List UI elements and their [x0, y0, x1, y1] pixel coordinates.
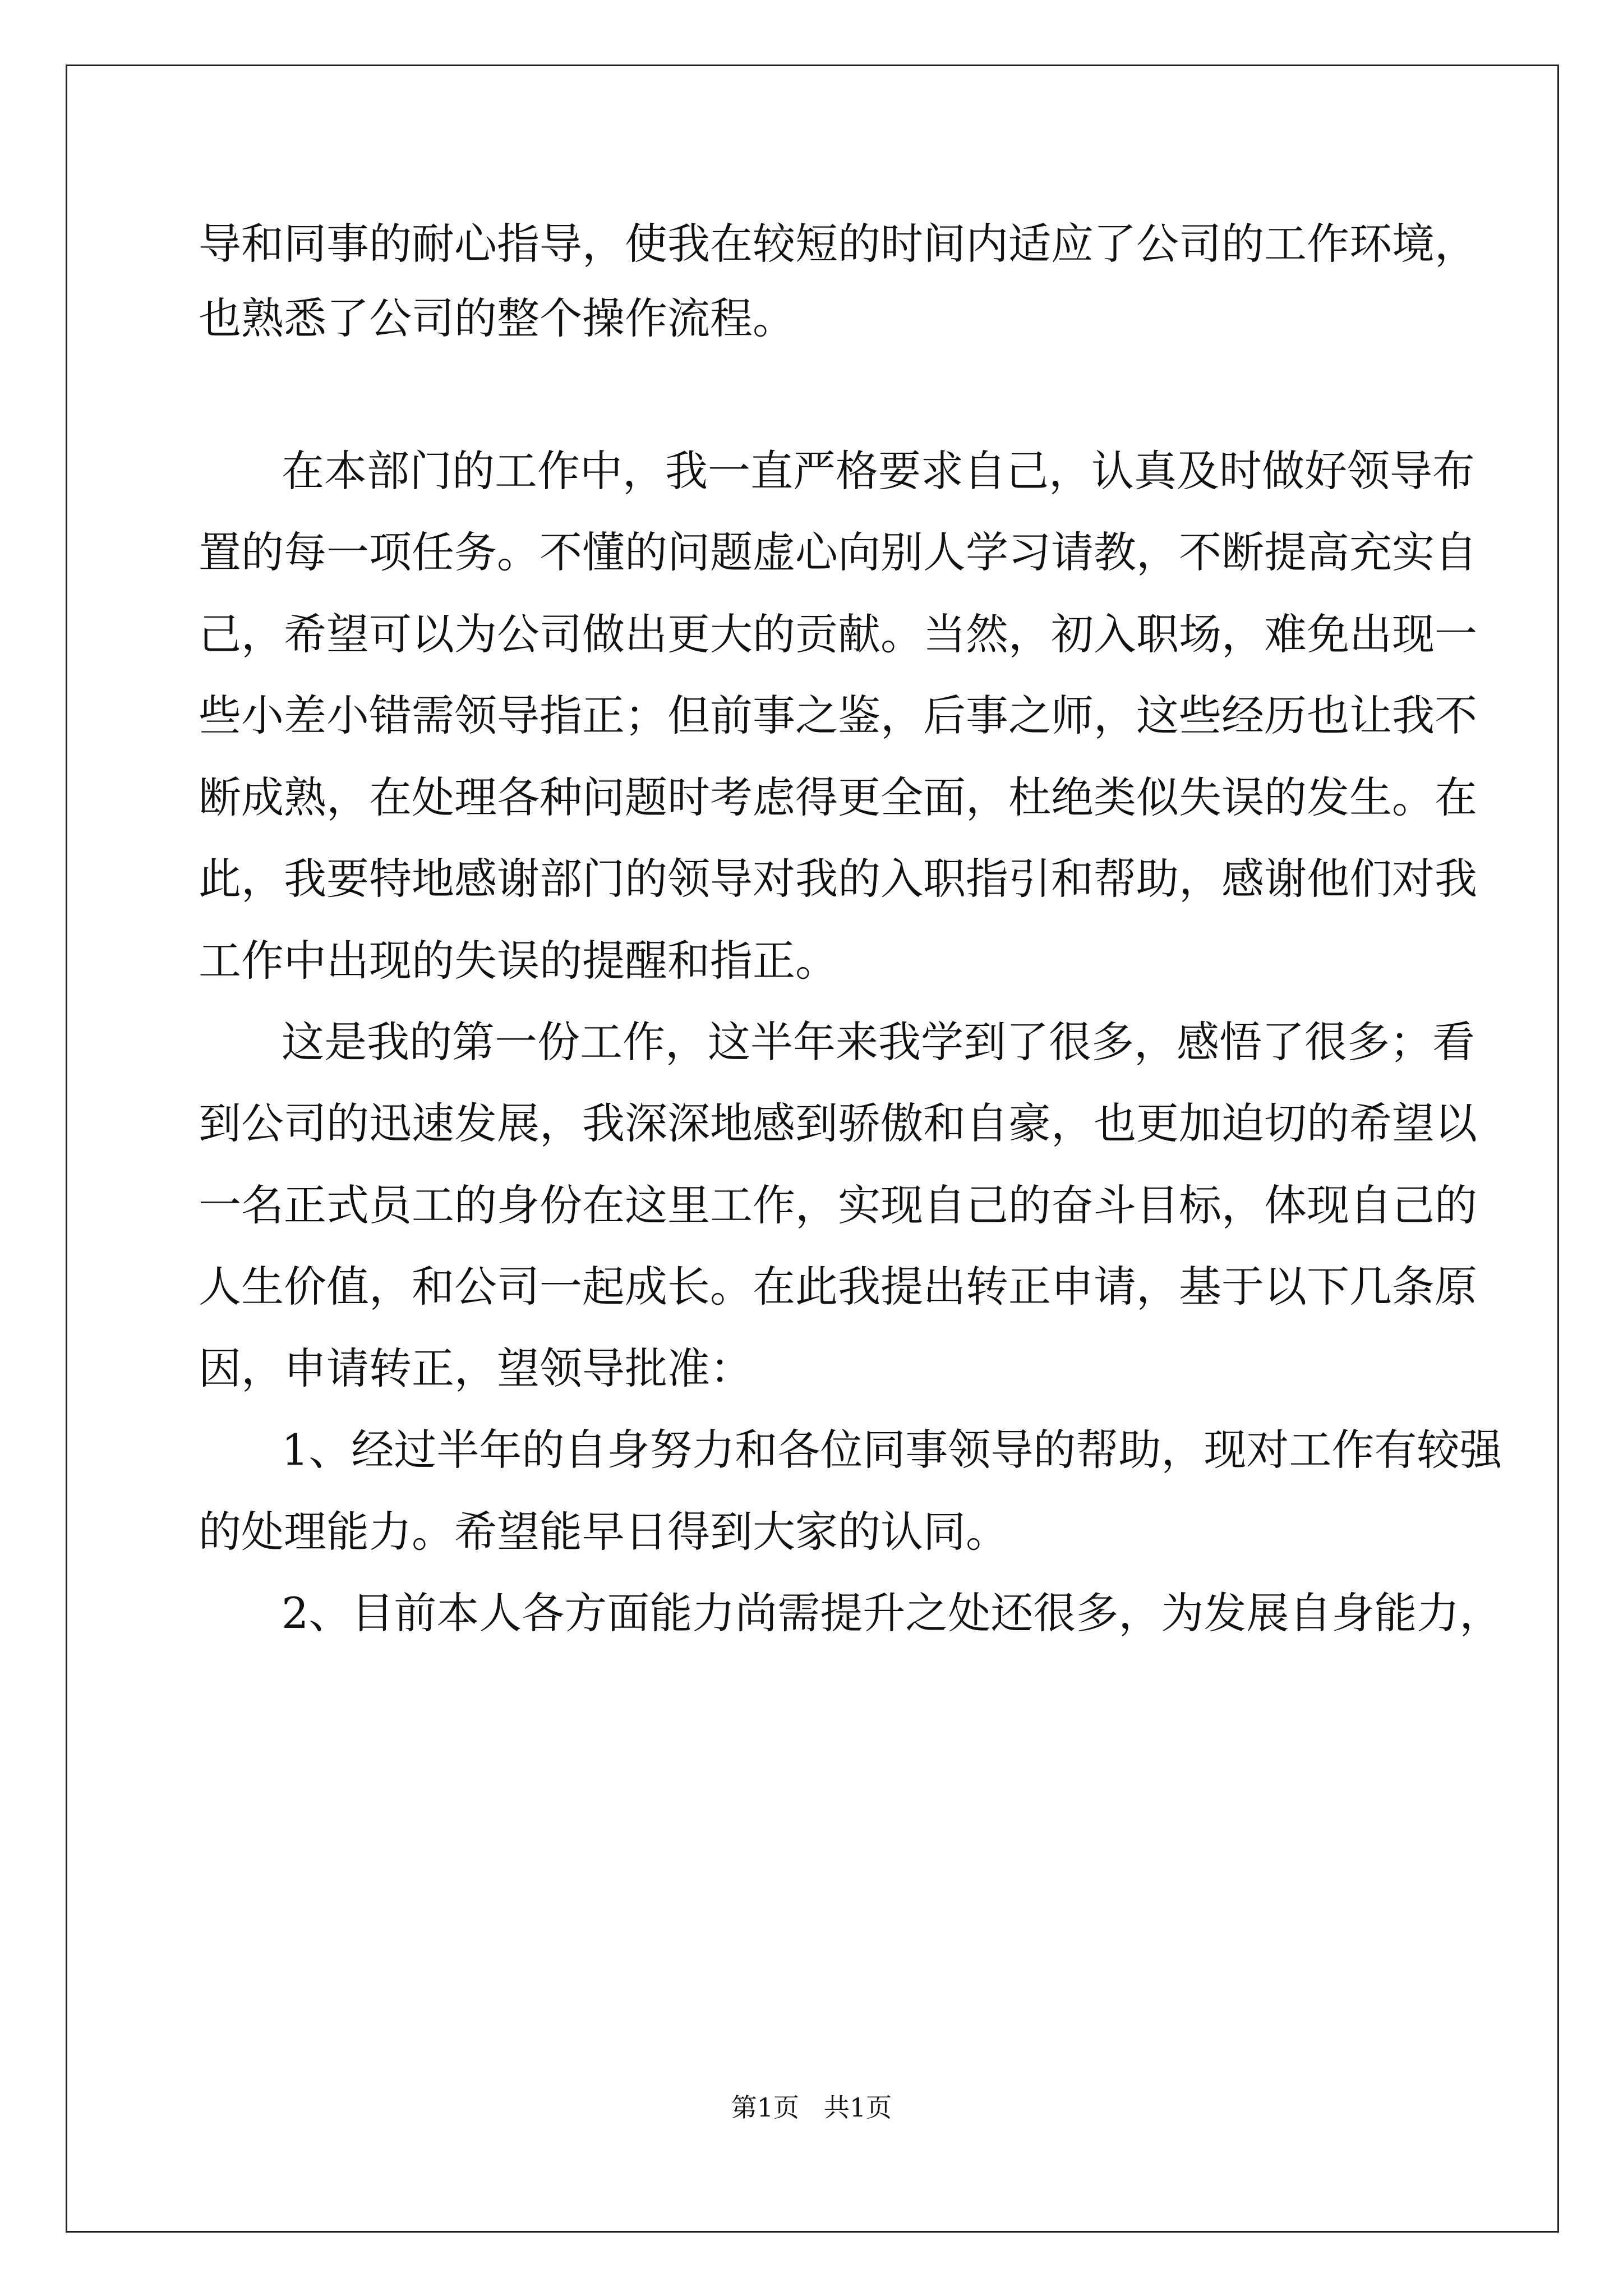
text-line: 断成熟，在处理各种问题时考虑得更全面，杜绝类似失误的发生。在	[199, 772, 1477, 822]
text-line: 置的每一项任务。不懂的问题虚心向别人学习请教，不断提高充实自	[199, 527, 1477, 577]
text-line: 导和同事的耐心指导，使我在较短的时间内适应了公司的工作环境，	[199, 219, 1477, 269]
text-line: 一名正式员工的身份在这里工作，实现自己的奋斗目标，体现自己的	[199, 1180, 1477, 1230]
text-line: 工作中出现的失误的提醒和指正。	[199, 936, 838, 986]
text-line: 1、经过半年的自身努力和各位同事领导的帮助，现对工作有较强	[282, 1425, 1502, 1475]
text-line: 这是我的第一份工作，这半年来我学到了很多，感悟了很多；看	[282, 1017, 1475, 1067]
text-line: 的处理能力。希望能早日得到大家的认同。	[199, 1507, 1008, 1557]
text-line: 人生价值，和公司一起成长。在此我提出转正申请，基于以下几条原	[199, 1262, 1477, 1312]
text-line: 到公司的迅速发展，我深深地感到骄傲和自豪，也更加迫切的希望以	[199, 1098, 1477, 1148]
text-line: 些小差小错需领导指正；但前事之鉴，后事之师，这些经历也让我不	[199, 691, 1477, 740]
text-line: 2、目前本人各方面能力尚需提升之处还很多，为发展自身能力，	[282, 1588, 1502, 1638]
page-footer: 第1页 共1页	[731, 2092, 892, 2123]
text-line: 在本部门的工作中，我一直严格要求自己，认真及时做好领导布	[282, 446, 1475, 496]
text-line: 己，希望可以为公司做出更大的贡献。当然，初入职场，难免出现一	[199, 609, 1477, 659]
text-line: 也熟悉了公司的整个操作流程。	[199, 293, 795, 343]
text-line: 因，申请转正，望领导批准：	[199, 1343, 753, 1393]
text-line: 此，我要特地感谢部门的领导对我的入职指引和帮助，感谢他们对我	[199, 854, 1477, 904]
